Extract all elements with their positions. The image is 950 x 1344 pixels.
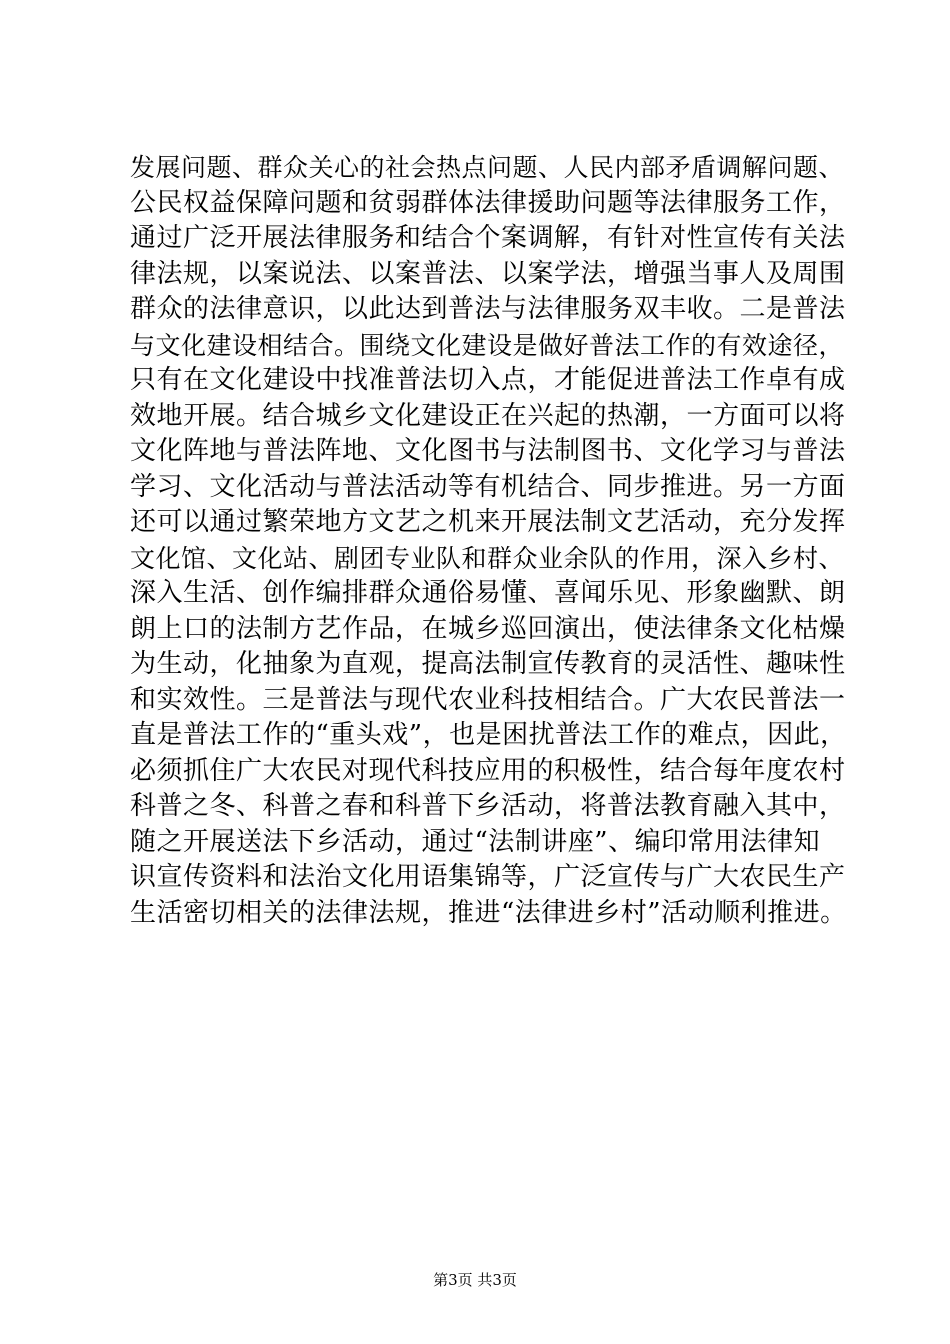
text-line: 和实效性。三是普法与现代农业科技相结合。广大农民普法一 [130, 684, 846, 715]
text-line: 还可以通过繁荣地方文艺之机来开展法制文艺活动，充分发挥 [130, 507, 846, 537]
text-line: 公民权益保障问题和贫弱群体法律援助问题等法律服务工作， [130, 187, 846, 218]
page-number-footer: 第3页 共3页 [433, 1271, 517, 1289]
text-line: 必须抓住广大农民对现代科技应用的积极性，结合每年度农村 [130, 755, 846, 786]
text-line: 群众的法律意识，以此达到普法与法律服务双丰收。二是普法 [130, 294, 846, 324]
text-line: 文化阵地与普法阵地、文化图书与法制图书、文化学习与普法 [130, 436, 846, 466]
text-line: 律法规，以案说法、以案普法、以案学法，增强当事人及周围 [130, 258, 846, 289]
text-line: 为生动，化抽象为直观，提高法制宣传教育的灵活性、趣味性 [130, 649, 846, 679]
text-line: 随之开展送法下乡活动，通过“法制讲座”、编印常用法律知 [130, 826, 821, 857]
text-line: 与文化建设相结合。围绕文化建设是做好普法工作的有效途径， [130, 330, 845, 360]
text-line: 通过广泛开展法律服务和结合个案调解，有针对性宣传有关法 [130, 223, 846, 253]
text-line: 科普之冬、科普之春和科普下乡活动，将普法教育融入其中， [130, 791, 846, 821]
text-line: 直是普法工作的“重头戏”，也是困扰普法工作的难点，因此， [130, 720, 847, 750]
body-paragraph [130, 150, 850, 931]
text-line: 只有在文化建设中找准普法切入点，才能促进普法工作卓有成 [130, 365, 846, 395]
text-line: 识宣传资料和法治文化用语集锦等，广泛宣传与广大农民生产 [130, 862, 846, 892]
text-line: 朗上口的法制方艺作品，在城乡巡回演出，使法律条文化枯燥 [130, 613, 846, 644]
text-line: 深入生活、创作编排群众通俗易懂、喜闻乐见、形象幽默、朗 [130, 578, 846, 608]
text-line: 发展问题、群众关心的社会热点问题、人民内部矛盾调解问题、 [130, 153, 845, 182]
text-line: 学习、文化活动与普法活动等有机结合、同步推进。另一方面 [130, 471, 846, 502]
text-line: 文化馆、文化站、剧团专业队和群众业余队的作用，深入乡村、 [130, 543, 845, 573]
text-line: 效地开展。结合城乡文化建设正在兴起的热潮，一方面可以将 [130, 400, 846, 431]
text-line: 生活密切相关的法律法规，推进“法律进乡村”活动顺利推进。 [130, 897, 847, 928]
